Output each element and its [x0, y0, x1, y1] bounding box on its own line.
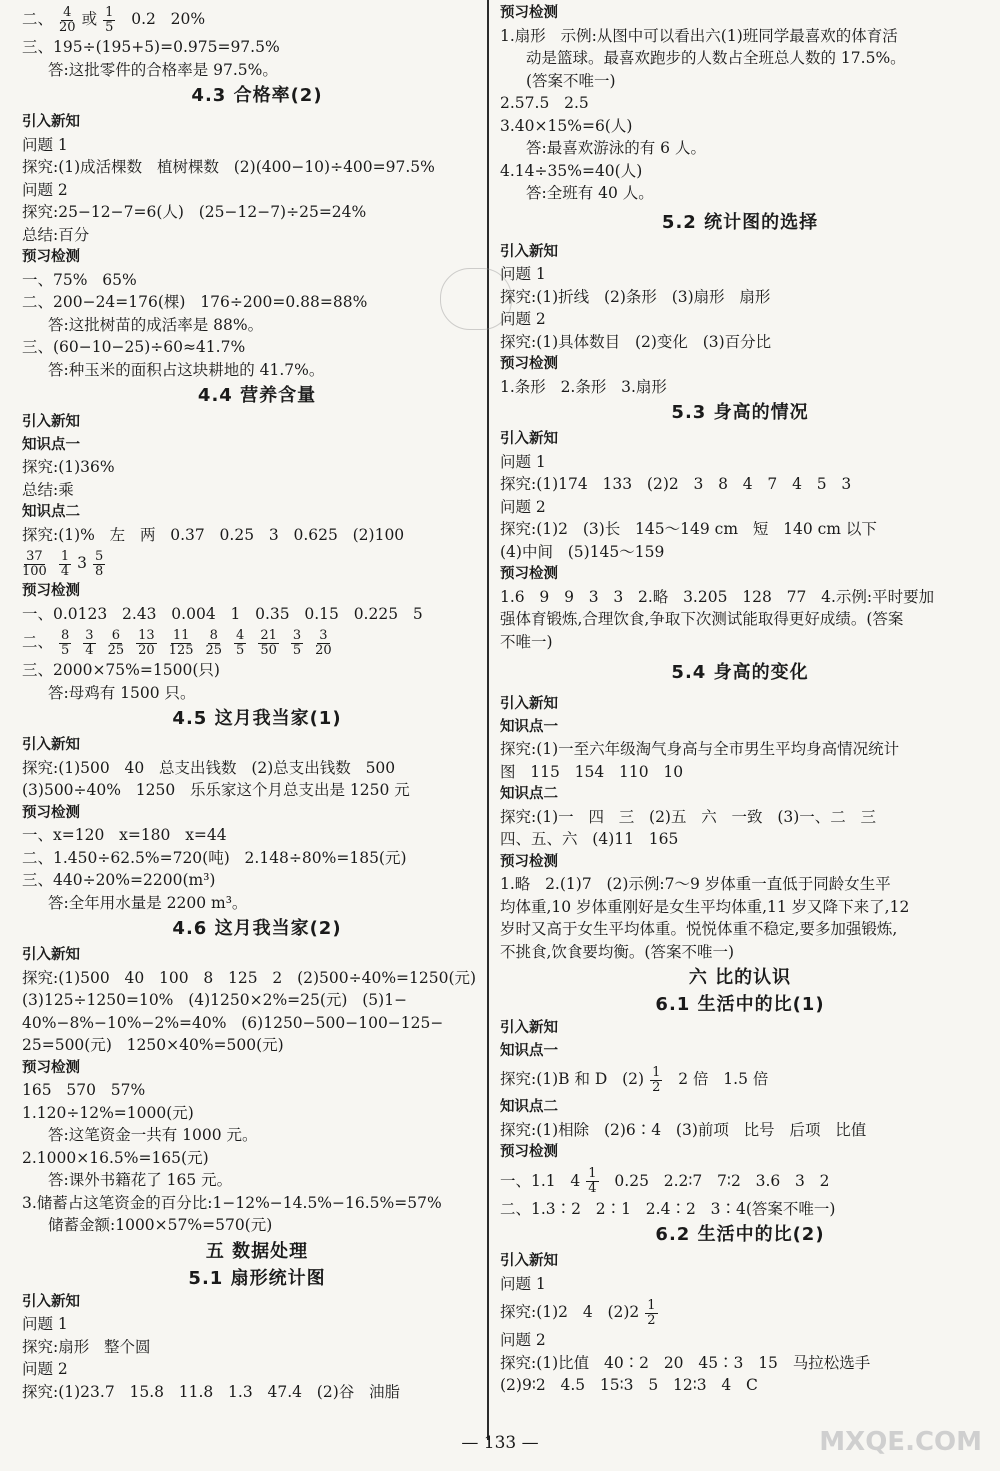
answer-line: 三、195÷(195+5)=0.975=97.5% — [22, 38, 280, 56]
answer-line: 4.14÷35%=40(人) — [500, 161, 643, 180]
answer-line: 动是篮球。最喜欢跑步的人数占全班总人数的 17.5%。 — [526, 49, 906, 67]
answer-line: 问题 1 — [22, 1315, 68, 1333]
answer-line: (4)中间 (5)145～159 — [500, 542, 665, 561]
answer-line: 1.条形 2.条形 3.扇形 — [500, 377, 667, 396]
answer-line: 3.40×15%=6(人) — [500, 116, 633, 135]
subheading: 预习检测 — [22, 583, 80, 599]
subheading: 引入新知 — [22, 947, 80, 963]
answer-line: 总结:百分 — [22, 225, 90, 244]
answer-line: 答:全班有 40 人。 — [526, 184, 654, 202]
section-heading: 5.1 扇形统计图 — [188, 1267, 326, 1289]
subheading: 知识点一 — [500, 1042, 558, 1059]
answer-line: 答:种玉米的面积占这块耕地的 41.7%。 — [48, 360, 325, 379]
subheading: 引入新知 — [500, 1020, 558, 1036]
answer-line: 问题 2 — [22, 1360, 68, 1378]
section-heading: 4.6 这月我当家(2) — [172, 918, 342, 939]
answer-line: 探究:(1)500 40 100 8 125 2 (2)500÷40%=1250(元) — [22, 968, 477, 987]
answer-line: 1.6 9 9 3 3 2.略 3.205 128 77 4.示例:平时要加 — [500, 587, 935, 606]
fraction: $\frac{4}{5}$ — [236, 627, 245, 658]
subheading: 引入新知 — [22, 1293, 80, 1310]
answer-line: 探究:(1)174 133 (2)2 3 8 4 7 4 5 3 — [500, 475, 852, 493]
answer-line: 二、1.3∶2 2∶1 2.4∶2 3∶4(答案不唯一) — [500, 1199, 836, 1218]
answer-line: 储蓄金额:1000×57%=570(元) — [48, 1216, 273, 1234]
subheading: 引入新知 — [22, 114, 80, 130]
left-column — [22, 2, 492, 1403]
answer-line: 答:这批树苗的成活率是 88%。 — [48, 315, 264, 334]
fraction: $\frac{11}{125}$ — [168, 627, 194, 658]
subheading: 预习检测 — [500, 853, 558, 870]
section-heading: 6.1 生活中的比(1) — [655, 994, 825, 1015]
subheading: 知识点二 — [500, 1099, 558, 1115]
watermark: MXQE.COM — [819, 1427, 982, 1457]
answer-line: 答:母鸡有 1500 只。 — [48, 683, 196, 702]
answer-line: 答:最喜欢游泳的有 6 人。 — [526, 139, 706, 157]
subheading: 预习检测 — [500, 356, 558, 372]
fraction: $\frac{6}{25}$ — [107, 627, 125, 658]
subheading: 引入新知 — [500, 1253, 558, 1269]
subheading: 知识点二 — [22, 504, 80, 520]
answer-line: 问题 1 — [500, 452, 546, 471]
answer-line: 1.120÷12%=1000(元) — [22, 1103, 194, 1122]
subheading: 引入新知 — [22, 414, 80, 430]
answer-line: 图 115 154 110 10 — [500, 762, 684, 781]
answer-line: 1.扇形 示例:从图中可以看出六(1)班同学最喜欢的体育活 — [500, 26, 898, 45]
fraction: $\frac{21}{50}$ — [260, 627, 277, 658]
answer-line: 一、75% 65% — [22, 270, 137, 289]
answer-line: 一、x=120 x=180 x=44 — [22, 826, 227, 844]
answer-line: 答:这批零件的合格率是 97.5%。 — [48, 60, 278, 79]
page-number: — 133 — — [461, 1433, 539, 1453]
answer-line: 不唯一) — [500, 632, 553, 651]
answer-line: 探究:(1)500 40 总支出钱数 (2)总支出钱数 500 — [22, 758, 396, 777]
section-heading: 5.4 身高的变化 — [671, 662, 809, 683]
answer-line: 四、五、六 (4)11 165 — [500, 830, 679, 848]
right-column — [500, 2, 980, 1397]
answer-line: 均体重,10 岁体重刚好是女生平均体重,11 岁又降下来了,12 — [500, 897, 910, 916]
answer-line: 探究:25−12−7=6(人) (25−12−7)÷25=24% — [22, 203, 367, 221]
answer-line: 一、1.1 4 $\frac{1}{4}$ 0.25 2.2∶7 7∶2 3.6 3 2 — [500, 1166, 830, 1196]
fraction: $\frac{3}{20}$ — [315, 627, 332, 658]
answer-line: 探究:(1)折线 (2)条形 (3)扇形 扇形 — [500, 287, 771, 306]
answer-line: 二、1.450÷62.5%=720(吨) 2.148÷80%=185(元) — [22, 848, 407, 867]
answer-line: 探究:(1)相除 (2)6∶4 (3)前项 比号 后项 比值 — [500, 1120, 867, 1139]
subheading: 预习检测 — [22, 804, 80, 821]
answer-line: 问题 2 — [500, 1331, 546, 1349]
answer-line: 问题 2 — [22, 180, 68, 199]
chapter-heading: 五 数据处理 — [205, 1240, 309, 1262]
answer-line: 40%−8%−10%−2%=40% (6)1250−500−100−125− — [22, 1013, 444, 1032]
answer-line: 探究:扇形 整个圆 — [22, 1337, 151, 1356]
fraction-line: 二、 $\frac{8}{5}$ $\frac{3}{4}$ $\frac{6}{25}$ $\frac{13}{20}$ $\frac{11}{125}$ $\frac{8}{25}$ $\frac{4}{5}$ $\frac{21}{50}$ $\frac{3}{5}$ $\frac{3}{20}$ — [22, 627, 332, 658]
answer-line: 一、0.0123 2.43 0.004 1 0.35 0.15 0.225 5 — [22, 604, 423, 623]
answer-line: 探究:(1)2 4 (2)2 $\frac{1}{2}$ — [500, 1297, 656, 1328]
answer-line: 探究:(1)一至六年级淘气身高与全市男生平均身高情况统计 — [500, 740, 900, 758]
fraction: $\frac{3}{5}$ — [292, 627, 302, 658]
subheading: 预习检测 — [22, 1059, 80, 1076]
answer-line: 25=500(元) 1250×40%=500(元) — [22, 1036, 284, 1054]
subheading: 知识点一 — [500, 718, 558, 735]
answer-line: 2.1000×16.5%=165(元) — [22, 1148, 209, 1167]
answer-line: 探究:(1)成活棵数 植树棵数 (2)(400−10)÷400=97.5% — [22, 158, 435, 176]
answer-line: 探究:(1)B 和 D (2) $\frac{1}{2}$ 2 倍 1.5 倍 — [500, 1064, 769, 1095]
answer-line: 答:这笔资金一共有 1000 元。 — [48, 1126, 258, 1144]
fraction: $\frac{8}{25}$ — [205, 627, 223, 658]
answer-line: 岁时又高于女生平均体重。悦悦体重不稳定,要多加强锻炼, — [500, 920, 898, 938]
fraction: $\frac{8}{5}$ — [61, 627, 70, 658]
answer-line: 不挑食,饮食要均衡。(答案不唯一) — [500, 942, 735, 961]
answer-line: 1.略 2.(1)7 (2)示例:7～9 岁体重一直低于同龄女生平 — [500, 875, 891, 893]
subheading: 知识点一 — [22, 436, 80, 453]
answer-line: 问题 1 — [22, 135, 68, 154]
subheading: 引入新知 — [500, 243, 558, 260]
section-heading: 6.2 生活中的比(2) — [655, 1224, 825, 1245]
section-heading: 5.3 身高的情况 — [671, 402, 809, 423]
subheading: 知识点二 — [500, 786, 558, 802]
answer-line: 探究:(1)36% — [22, 458, 115, 476]
subheading: 引入新知 — [500, 431, 558, 447]
answer-line: 问题 1 — [500, 1274, 546, 1293]
fraction: $\frac{3}{4}$ — [85, 627, 94, 658]
fraction: $\frac{13}{20}$ — [138, 627, 155, 658]
answer-line: (答案不唯一) — [526, 71, 616, 90]
answer-line: 探究:(1)比值 40∶2 20 45∶3 15 马拉松选手 — [500, 1353, 871, 1372]
answer-line: 强体育锻炼,合理饮食,争取下次测试能取得更好成绩。(答案 — [500, 610, 904, 628]
subheading: 引入新知 — [500, 696, 558, 712]
answer-line: (3)125÷1250=10% (4)1250×2%=25(元) (5)1− — [22, 991, 408, 1009]
chapter-heading: 六 比的认识 — [688, 967, 792, 988]
subheading: 引入新知 — [22, 737, 80, 753]
section-heading: 4.5 这月我当家(1) — [172, 708, 342, 729]
answer-line: 三、2000×75%=1500(只) — [22, 661, 220, 679]
answer-line: 3.储蓄占这笔资金的百分比:1−12%−14.5%−16.5%=57% — [22, 1193, 442, 1212]
answer-line: 三、440÷20%=2200(m³) — [22, 871, 216, 889]
answer-line: 答:课外书籍花了 165 元。 — [48, 1171, 233, 1189]
answer-line: 探究:(1)% 左 两 0.37 0.25 3 0.625 (2)100 — [22, 525, 405, 544]
answer-line: 二、200−24=176(棵) 176÷200=0.88=88% — [22, 293, 368, 311]
answer-line: 探究:(1)一 四 三 (2)五 六 一致 (3)一、二 三 — [500, 807, 877, 826]
answer-line: 三、(60−10−25)÷60≈41.7% — [22, 338, 246, 356]
answer-line: 问题 2 — [500, 310, 546, 328]
subheading: 预习检测 — [500, 566, 558, 582]
answer-line: 探究:(1)具体数目 (2)变化 (3)百分比 — [500, 332, 772, 351]
section-heading: 4.3 合格率(2) — [191, 85, 323, 106]
answer-line: 问题 1 — [500, 265, 546, 283]
section-heading: 5.2 统计图的选择 — [661, 211, 819, 233]
answer-line: 总结:乘 — [22, 480, 74, 499]
answer-line: 165 570 57% — [22, 1081, 146, 1099]
answer-line: 2.57.5 2.5 — [500, 94, 589, 112]
subheading: 预习检测 — [22, 249, 80, 265]
subheading: 预习检测 — [500, 5, 558, 21]
section-heading: 4.4 营养含量 — [197, 385, 317, 406]
answer-line: 问题 2 — [500, 497, 546, 516]
fraction-line: $\frac{37}{100}$ $\frac{1}{4}$ 3 $\frac{5}{8}$ — [22, 548, 104, 579]
subheading: 预习检测 — [500, 1144, 558, 1160]
answer-line: (3)500÷40% 1250 乐乐家这个月总支出是 1250 元 — [22, 781, 410, 799]
answer-line: 二、 $\frac{4}{20}$ 或 $\frac{1}{5}$ 0.2 20% — [22, 4, 206, 35]
answer-line: 探究:(1)23.7 15.8 11.8 1.3 47.4 (2)谷 油脂 — [22, 1382, 401, 1401]
answer-line: (2)9∶2 4.5 15∶3 5 12∶3 4 C — [500, 1376, 758, 1394]
answer-line: 探究:(1)2 (3)长 145～149 cm 短 140 cm 以下 — [500, 520, 877, 538]
answer-line: 答:全年用水量是 2200 m³。 — [48, 893, 248, 912]
